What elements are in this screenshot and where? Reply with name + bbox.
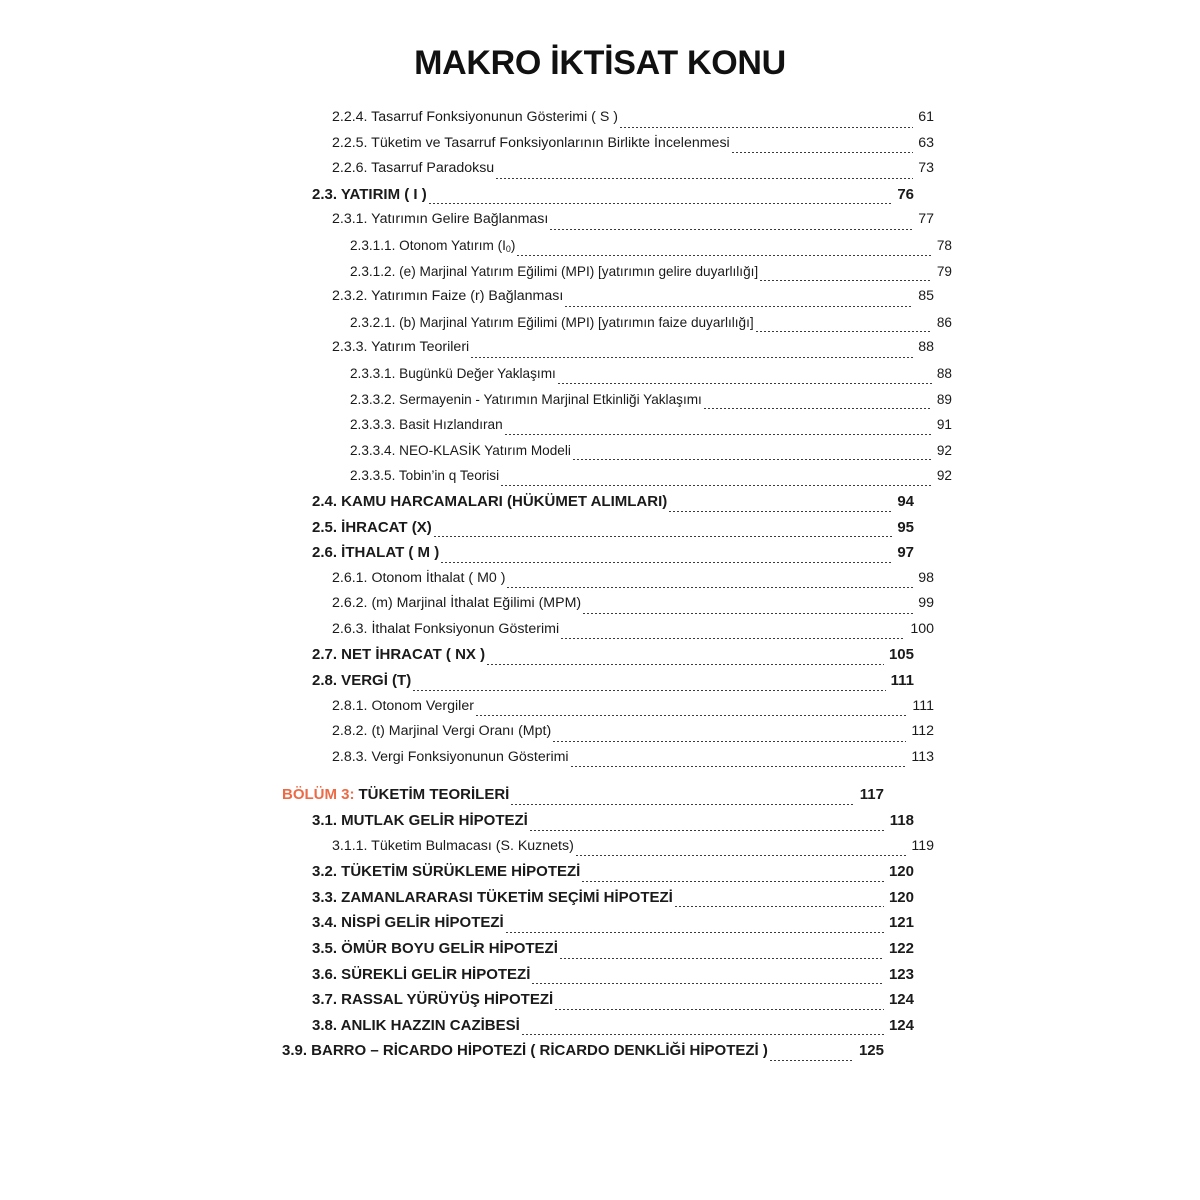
toc-entry-title	[332, 335, 469, 361]
dot-leader	[620, 127, 913, 128]
dot-leader	[571, 766, 907, 767]
page-title: MAKRO İKTİSAT KONU	[414, 44, 786, 82]
toc-entry[interactable]	[282, 361, 952, 387]
dot-leader	[576, 855, 907, 856]
toc-page-number: 98	[918, 569, 934, 586]
toc-entry-title	[350, 361, 556, 387]
toc-entry[interactable]	[282, 387, 952, 413]
toc-entry[interactable]	[282, 105, 934, 131]
dot-leader	[732, 152, 914, 153]
toc-page-number: 111	[890, 672, 914, 690]
toc-entry-text: 3.6. SÜREKLİ GELİR HİPOTEZİ	[312, 965, 531, 983]
toc-entry-title	[312, 515, 432, 541]
toc-entry-text: 2.4. KAMU HARCAMALARI (HÜKÜMET ALIMLARI)	[312, 492, 668, 510]
dot-leader	[675, 906, 884, 907]
toc-entry[interactable]	[282, 834, 934, 860]
toc-entry-title	[350, 438, 571, 464]
toc-entry-title	[312, 859, 580, 885]
dot-leader	[441, 562, 892, 563]
toc-entry[interactable]	[282, 540, 914, 566]
dot-leader	[550, 229, 913, 230]
toc-entry[interactable]	[282, 156, 934, 182]
toc-entry-text: 2.8.3. Vergi Fonksiyonunun Gösterimi	[332, 748, 569, 765]
toc-page-number: 124	[888, 1016, 914, 1034]
toc-entry[interactable]	[282, 617, 934, 643]
toc-entry[interactable]	[282, 335, 934, 361]
toc-page-number: 88	[918, 339, 934, 356]
toc-entry[interactable]	[282, 885, 914, 911]
toc-entry-title	[332, 617, 559, 643]
toc-entry-text: 2.2.5. Tüketim ve Tasarruf Fonksiyonlarının Birlikte İncelenmesi	[332, 134, 730, 151]
toc-entry-title	[350, 310, 754, 336]
dot-leader	[770, 1060, 854, 1061]
toc-entry-text: 3.8. ANLIK HAZZIN CAZİBESİ	[312, 1016, 520, 1034]
toc-entry-title	[312, 936, 558, 962]
toc-entry[interactable]	[282, 859, 914, 885]
toc-page-number: 77	[918, 211, 934, 228]
toc-entry-title	[332, 131, 730, 157]
toc-entry[interactable]	[282, 591, 934, 617]
toc-entry-title	[350, 259, 758, 285]
dot-leader	[573, 459, 932, 460]
dot-leader	[530, 830, 885, 831]
table-of-contents	[0, 105, 1200, 1064]
toc-page-number: 97	[897, 544, 914, 562]
dot-leader	[413, 690, 885, 691]
dot-leader	[496, 178, 913, 179]
toc-entry[interactable]	[282, 668, 914, 694]
toc-entry-text: 2.3.1.2. (e) Marjinal Yatırım Eğilimi (MPI) [yatırımın gelire duyarlılığı]	[350, 263, 759, 279]
toc-entry[interactable]	[282, 1038, 884, 1064]
toc-page-number: 92	[936, 442, 952, 458]
toc-entry-text: 2.3.3.2. Sermayenin - Yatırımın Marjinal Etkinliği Yaklaşımı	[350, 391, 702, 407]
dot-leader	[471, 357, 913, 358]
toc-entry-text: 2.2.4. Tasarruf Fonksiyonunun Gösterimi ( S )	[332, 109, 618, 125]
toc-entry-title	[332, 745, 569, 771]
toc-entry-title	[282, 1038, 768, 1064]
toc-page-number: 95	[897, 518, 914, 536]
toc-entry-title	[332, 694, 474, 720]
dot-leader	[476, 715, 907, 716]
dot-leader	[434, 536, 893, 537]
toc-entry-title	[332, 719, 551, 745]
dot-leader	[704, 408, 932, 409]
toc-entry-text: 2.3. YATIRIM ( I )	[312, 185, 427, 203]
toc-entry-text: 2.7. NET İHRACAT ( NX )	[312, 646, 486, 664]
toc-page-number: 111	[912, 697, 934, 714]
toc-entry[interactable]	[282, 808, 914, 834]
toc-entry-text: 3.5. ÖMÜR BOYU GELİR HİPOTEZİ	[312, 940, 558, 957]
dot-leader	[532, 983, 884, 984]
toc-page-number: 112	[911, 723, 934, 740]
dot-leader	[565, 306, 913, 307]
dot-leader	[506, 932, 884, 933]
toc-entry-title	[312, 489, 667, 515]
toc-entry-text: 3.2. TÜKETİM SÜRÜKLEME HİPOTEZİ	[312, 863, 581, 881]
toc-entry-title	[312, 642, 485, 668]
toc-entry-title	[332, 591, 581, 617]
toc-entry-text: 2.8.2. (t) Marjinal Vergi Oranı (Mpt)	[332, 723, 552, 740]
dot-leader	[760, 280, 932, 281]
toc-page-number: 124	[888, 991, 914, 1009]
toc-entry[interactable]	[282, 566, 934, 592]
toc-entry[interactable]	[282, 745, 934, 771]
toc-entry[interactable]	[282, 463, 952, 489]
toc-entry[interactable]	[282, 962, 914, 988]
dot-leader	[487, 664, 884, 665]
toc-entry-title	[332, 105, 618, 131]
toc-entry-text: 2.3.1.1. Otonom Yatırım (I	[350, 237, 506, 253]
toc-entry-title	[282, 782, 509, 808]
toc-entry-text: 2.6.3. İthalat Fonksiyonun Gösterimi	[332, 620, 560, 637]
dot-leader	[517, 255, 931, 256]
toc-entry-text: TÜKETİM TEORİLERİ	[358, 786, 510, 804]
toc-entry[interactable]	[282, 438, 952, 464]
toc-entry-text: 2.3.1. Yatırımın Gelire Bağlanması	[332, 211, 549, 228]
toc-entry-title	[332, 156, 494, 182]
dot-leader	[511, 804, 854, 805]
toc-entry-title	[312, 1013, 520, 1039]
toc-page-number: 63	[918, 134, 934, 151]
toc-entry-text: 3.9. BARRO – RİCARDO HİPOTEZİ ( RİCARDO DENKLİĞİ HİPOTEZİ )	[282, 1042, 768, 1060]
toc-entry-text: 3.1. MUTLAK GELİR HİPOTEZİ	[312, 812, 528, 830]
dot-leader	[429, 203, 893, 204]
dot-leader	[558, 383, 932, 384]
toc-page-number: 89	[936, 391, 952, 407]
toc-entry-title	[332, 834, 574, 860]
toc-entry-subscript: 0	[505, 244, 511, 255]
toc-page-number: 92	[936, 468, 952, 484]
toc-page-number: 94	[897, 492, 914, 510]
toc-entry-title	[332, 284, 563, 310]
toc-entry-title	[332, 207, 548, 233]
toc-entry[interactable]	[282, 233, 952, 259]
toc-entry-text: 3.4. NİSPİ GELİR HİPOTEZİ	[312, 914, 504, 932]
toc-page-number: 100	[910, 620, 934, 637]
toc-entry-text: 2.3.3.4. NEO-KLASİK Yatırım Modeli	[350, 442, 571, 458]
toc-page-number: 121	[888, 914, 914, 932]
toc-entry-text: 2.8.1. Otonom Vergiler	[332, 697, 474, 714]
toc-entry-text: 2.3.3. Yatırım Teorileri	[332, 339, 470, 356]
toc-page-number: 99	[918, 595, 934, 612]
toc-entry[interactable]	[282, 1013, 914, 1039]
toc-entry-title	[312, 668, 411, 694]
toc-entry-text: 2.8. VERGİ (T)	[312, 672, 412, 690]
toc-entry[interactable]	[282, 489, 914, 515]
toc-page-number: 91	[936, 417, 952, 433]
toc-page-number: 117	[859, 786, 884, 804]
toc-entry-text: 2.5. İHRACAT (X)	[312, 518, 432, 536]
toc-entry[interactable]	[282, 694, 934, 720]
toc-entry[interactable]	[282, 259, 952, 285]
toc-entry-text: 3.1.1. Tüketim Bulmacası (S. Kuznets)	[332, 837, 574, 854]
toc-page-number: 76	[897, 185, 914, 203]
toc-page-number: 85	[918, 288, 934, 305]
toc-entry-title	[350, 463, 499, 489]
toc-page-number: 61	[918, 109, 934, 125]
toc-entry[interactable]	[282, 910, 914, 936]
toc-chapter-label: BÖLÜM 3:	[282, 786, 355, 804]
toc-entry-text: 2.3.3.5. Tobin’in q Teorisi	[350, 468, 500, 484]
toc-page-number: 118	[889, 812, 914, 830]
toc-entry-text: 3.7. RASSAL YÜRÜYÜŞ HİPOTEZİ	[312, 991, 554, 1009]
toc-page-number: 119	[911, 837, 934, 854]
toc-page-number: 79	[936, 263, 952, 279]
dot-leader	[522, 1034, 884, 1035]
toc-entry-text: 2.3.3.3. Basit Hızlandıran	[350, 417, 503, 433]
toc-page-number: 120	[888, 863, 914, 881]
toc-entry-text-tail: )	[510, 237, 516, 253]
dot-leader	[507, 587, 913, 588]
dot-leader	[560, 958, 884, 959]
toc-entry-text: 2.3.3.1. Bugünkü Değer Yaklaşımı	[350, 365, 556, 381]
toc-page-number: 123	[888, 965, 914, 983]
toc-entry[interactable]	[282, 131, 934, 157]
toc-page-number: 125	[858, 1042, 884, 1060]
toc-page-number: 78	[936, 237, 952, 253]
toc-entry-text: 2.6.2. (m) Marjinal İthalat Eğilimi (MPM)	[332, 595, 582, 612]
toc-entry-title	[332, 566, 505, 592]
dot-leader	[553, 741, 906, 742]
dot-leader	[505, 434, 932, 435]
toc-page-number: 86	[936, 314, 952, 330]
toc-entry[interactable]	[282, 284, 934, 310]
toc-entry-text: 2.2.6. Tasarruf Paradoksu	[332, 160, 495, 177]
toc-entry-title	[350, 412, 503, 438]
toc-entry-text: 3.3. ZAMANLARARASI TÜKETİM SEÇİMİ HİPOTEZİ	[312, 888, 673, 906]
toc-page-number: 120	[888, 888, 914, 906]
dot-leader	[501, 485, 932, 486]
toc-entry[interactable]	[282, 782, 884, 808]
toc-page-number: 88	[936, 365, 952, 381]
toc-entry[interactable]	[282, 412, 952, 438]
toc-entry[interactable]	[282, 207, 934, 233]
toc-entry-title	[312, 540, 439, 566]
toc-entry-text: 2.6.1. Otonom İthalat ( M0 )	[332, 569, 506, 586]
dot-leader	[669, 511, 892, 512]
dot-leader	[561, 638, 905, 639]
toc-page-number: 113	[911, 748, 934, 765]
toc-entry-title	[350, 233, 515, 259]
toc-entry-text: 2.3.2. Yatırımın Faize (r) Bağlanması	[332, 288, 564, 305]
toc-page-number: 122	[888, 940, 914, 957]
toc-entry[interactable]	[282, 936, 914, 962]
toc-entry[interactable]	[282, 310, 952, 336]
toc-entry[interactable]	[282, 719, 934, 745]
toc-page-number: 105	[888, 646, 914, 664]
toc-entry[interactable]	[282, 987, 914, 1013]
toc-entry-title	[312, 885, 673, 911]
toc-entry-title	[312, 808, 528, 834]
toc-entry[interactable]	[282, 182, 914, 208]
dot-leader	[582, 881, 884, 882]
toc-page-number: 73	[918, 160, 934, 177]
dot-leader	[583, 613, 913, 614]
toc-entry-title	[312, 182, 427, 208]
toc-entry[interactable]	[282, 515, 914, 541]
toc-entry-title	[312, 987, 553, 1013]
toc-entry-title	[350, 387, 702, 413]
toc-entry[interactable]	[282, 642, 914, 668]
dot-leader	[555, 1009, 884, 1010]
toc-entry-title	[312, 910, 504, 936]
toc-entry-text: 2.3.2.1. (b) Marjinal Yatırım Eğilimi (MPI) [yatırımın faize duyarlılığı]	[350, 314, 754, 330]
toc-entry-title	[312, 962, 530, 988]
dot-leader	[756, 331, 932, 332]
toc-entry-text: 2.6. İTHALAT ( M )	[312, 544, 440, 562]
